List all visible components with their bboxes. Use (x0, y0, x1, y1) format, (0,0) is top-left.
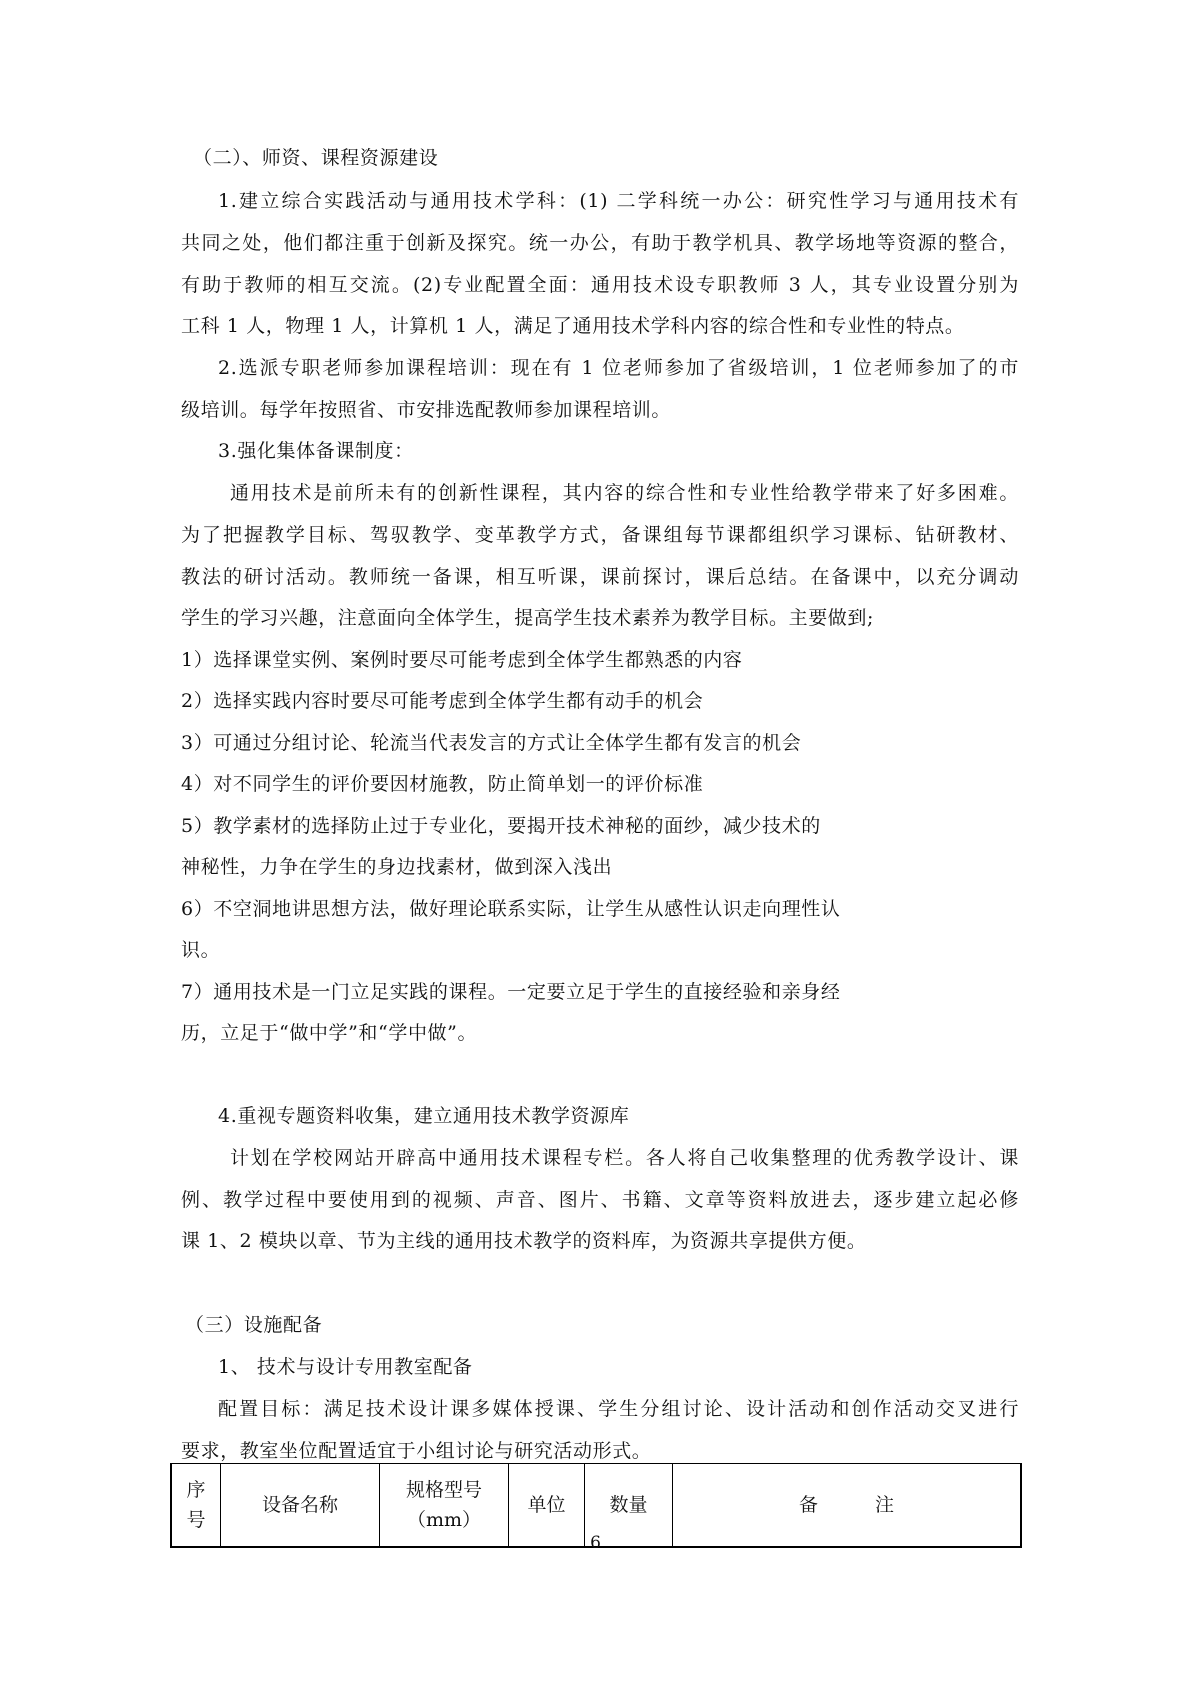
item3-list-6a: 6）不空洞地讲思想方法，做好理论联系实际，让学生从感性认识走向理性认 (181, 898, 841, 920)
item4-title: 4.重视专题资料收集，建立通用技术教学资源库 (218, 1105, 630, 1127)
item3-list-7a: 7）通用技术是一门立足实践的课程。一定要立足于学生的直接经验和亲身经 (181, 981, 841, 1003)
header-qty: 数量 (585, 1464, 673, 1548)
section2-heading: （二）、师资、课程资源建设 (193, 147, 439, 169)
item3-para-line-4: 学生的学习兴趣，注意面向全体学生，提高学生技术素养为教学目标。主要做到; (181, 607, 875, 629)
page-number: 6 (590, 1533, 601, 1553)
item3-para-line-1: 通用技术是前所未有的创新性课程，其内容的综合性和专业性给教学带来了好多困难。 (230, 482, 1019, 504)
header-spec: 规格型号 （mm） (380, 1464, 509, 1548)
header-name: 设备名称 (221, 1464, 380, 1548)
item3-para-line-3: 教法的研讨活动。教师统一备课，相互听课，课前探讨，课后总结。在备课中，以充分调动 (181, 566, 1019, 588)
item1-line-2: 共同之处，他们都注重于创新及探究。统一办公，有助于教学机具、教学场地等资源的整合， (181, 232, 1019, 254)
header-seq: 序 号 (171, 1464, 221, 1548)
section3-heading: （三）设施配备 (185, 1314, 323, 1336)
item4-line-3: 课 1、2 模块以章、节为主线的通用技术教学的资料库，为资源共享提供方便。 (181, 1230, 867, 1252)
item3-list-1: 1）选择课堂实例、案例时要尽可能考虑到全体学生都熟悉的内容 (181, 649, 743, 671)
item4-line-2: 例、教学过程中要使用到的视频、声音、图片、书籍、文章等资料放进去，逐步建立起必修 (181, 1189, 1019, 1211)
item3-list-6b: 识。 (181, 939, 221, 961)
item4-line-1: 计划在学校网站开辟高中通用技术课程专栏。各人将自己收集整理的优秀教学设计、课 (230, 1147, 1019, 1169)
item3-list-5a: 5）教学素材的选择防止过于专业化，要揭开技术神秘的面纱，减少技术的 (181, 815, 821, 837)
item3-list-5b: 神秘性，力争在学生的身边找素材，做到深入浅出 (181, 856, 613, 878)
item2-line-2: 级培训。每学年按照省、市安排选配教师参加课程培训。 (181, 399, 672, 421)
header-note: 备 注 (673, 1464, 1022, 1548)
item3-list-4: 4）对不同学生的评价要因材施教，防止简单划一的评价标准 (181, 773, 704, 795)
item1-line-1: 1.建立综合实践活动与通用技术学科：(1) 二学科统一办公：研究性学习与通用技术有 (218, 190, 1019, 212)
item3-list-2: 2）选择实践内容时要尽可能考虑到全体学生都有动手的机会 (181, 690, 704, 712)
item1-line-4: 工科 1 人，物理 1 人，计算机 1 人，满足了通用技术学科内容的综合性和专业性的特点。 (181, 315, 965, 337)
header-unit: 单位 (509, 1464, 585, 1548)
item3-list-3: 3）可通过分组讨论、轮流当代表发言的方式让全体学生都有发言的机会 (181, 732, 802, 754)
sub1-line-2: 要求，教室坐位配置适宜于小组讨论与研究活动形式。 (181, 1440, 652, 1462)
item3-list-7b: 历，立足于“做中学”和“学中做”。 (181, 1022, 478, 1044)
sub1-line-1: 配置目标：满足技术设计课多媒体授课、学生分组讨论、设计活动和创作活动交叉进行 (218, 1398, 1019, 1420)
item1-line-3: 有助于教师的相互交流。(2)专业配置全面：通用技术设专职教师 3 人，其专业设置分别为 (181, 274, 1019, 296)
sub1-title: 1、 技术与设计专用教室配备 (218, 1356, 473, 1378)
item3-title: 3.强化集体备课制度： (218, 440, 414, 462)
item2-line-1: 2.选派专职老师参加课程培训：现在有 1 位老师参加了省级培训，1 位老师参加了的市 (218, 357, 1019, 379)
item3-para-line-2: 为了把握教学目标、驾驭教学、变革教学方式，备课组每节课都组织学习课标、钻研教材、 (181, 524, 1019, 546)
